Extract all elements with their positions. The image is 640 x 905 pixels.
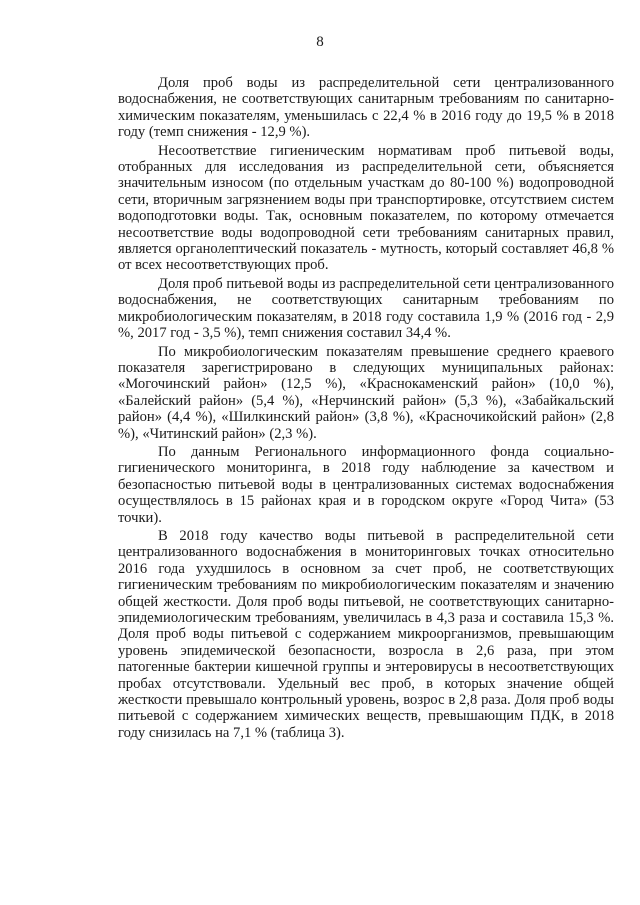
paragraph-nonconformity-causes: Несоответствие гигиеническим нормативам проб питьевой воды, отобранных для исследования из распределительной сети, объясняется значительным износом (по отдельным участкам до 80-100 %) водопроводной сети, вторичным загрязнением воды при транспортировке, отсутствием систем водоподготовки воды. Так, основным показателем, по которому отмечается несоответствие воды водопроводной сети требованиям санитарных правил, является органолептический показатель - мутность, который составляет 46,8 % от всех несоответствующих проб. <box>118 142 614 274</box>
paragraph-district-list: По микробиологическим показателям превышение среднего краевого показателя зарегистрировано в следующих муниципальных районах: «Могочинский район» (12,5 %), «Краснокаменский район» (10,0 %), «Балейский район» (5,4 %), «Нерчинский район» (5,3 %), «Забайкальский район» (4,4 %), «Шилкинский район» (3,8 %), «Красночикойский район» (2,8 %), «Читинский район» (2,3 %). <box>118 343 614 442</box>
paragraph-monitoring-fund: По данным Регионального информационного фонда социально-гигиенического мониторинга, в 2018 году наблюдение за качеством и безопасностью питьевой воды в централизованных системах водоснабжения осуществлялось в 15 районах края и в городском округе «Город Чита» (53 точки). <box>118 443 614 526</box>
paragraph-quality-2018: В 2018 году качество воды питьевой в распределительной сети централизованного водоснабжения в мониторинговых точках относительно 2016 года ухудшилось в основном за счет проб, не соответствующих гигиеническим требованиям по микробиологическим показателям и значению общей жесткости. Доля проб воды питьевой, не соответствующих санитарно-эпидемиологическим требованиям, увеличилась в 4,3 раза и составила 15,3 %. Доля проб воды питьевой с содержанием микроорганизмов, превышающим уровень эпидемической безопасности, возросла в 2,6 раза, при этом патогенные бактерии кишечной группы и энтеровирусы в несоответствующих пробах отсутствовали. Удельный вес проб, в которых значение общей жесткости превышало контрольный уровень, возрос в 2,8 раза. Доля проб воды питьевой с содержанием химических веществ, превышающим ПДК, в 2018 году снизилась на 7,1 % (таблица 3). <box>118 527 614 741</box>
paragraph-sanitary-chemical: Доля проб воды из распределительной сети централизованного водоснабжения, не соответствующих санитарным требованиям по санитарно-химическим показателям, уменьшилась с 22,4 % в 2016 году до 19,5 % в 2018 году (темп снижения - 12,9 %). <box>118 75 614 141</box>
page-number: 8 <box>316 34 324 50</box>
document-body <box>118 75 614 743</box>
paragraph-microbiological-share: Доля проб питьевой воды из распределительной сети централизованного водоснабжения, не соответствующих санитарным требованиям по микробиологическим показателям, в 2018 году составила 1,9 % (2016 год - 2,9 %, 2017 год - 3,5 %), темп снижения составил 34,4 %. <box>118 275 614 342</box>
